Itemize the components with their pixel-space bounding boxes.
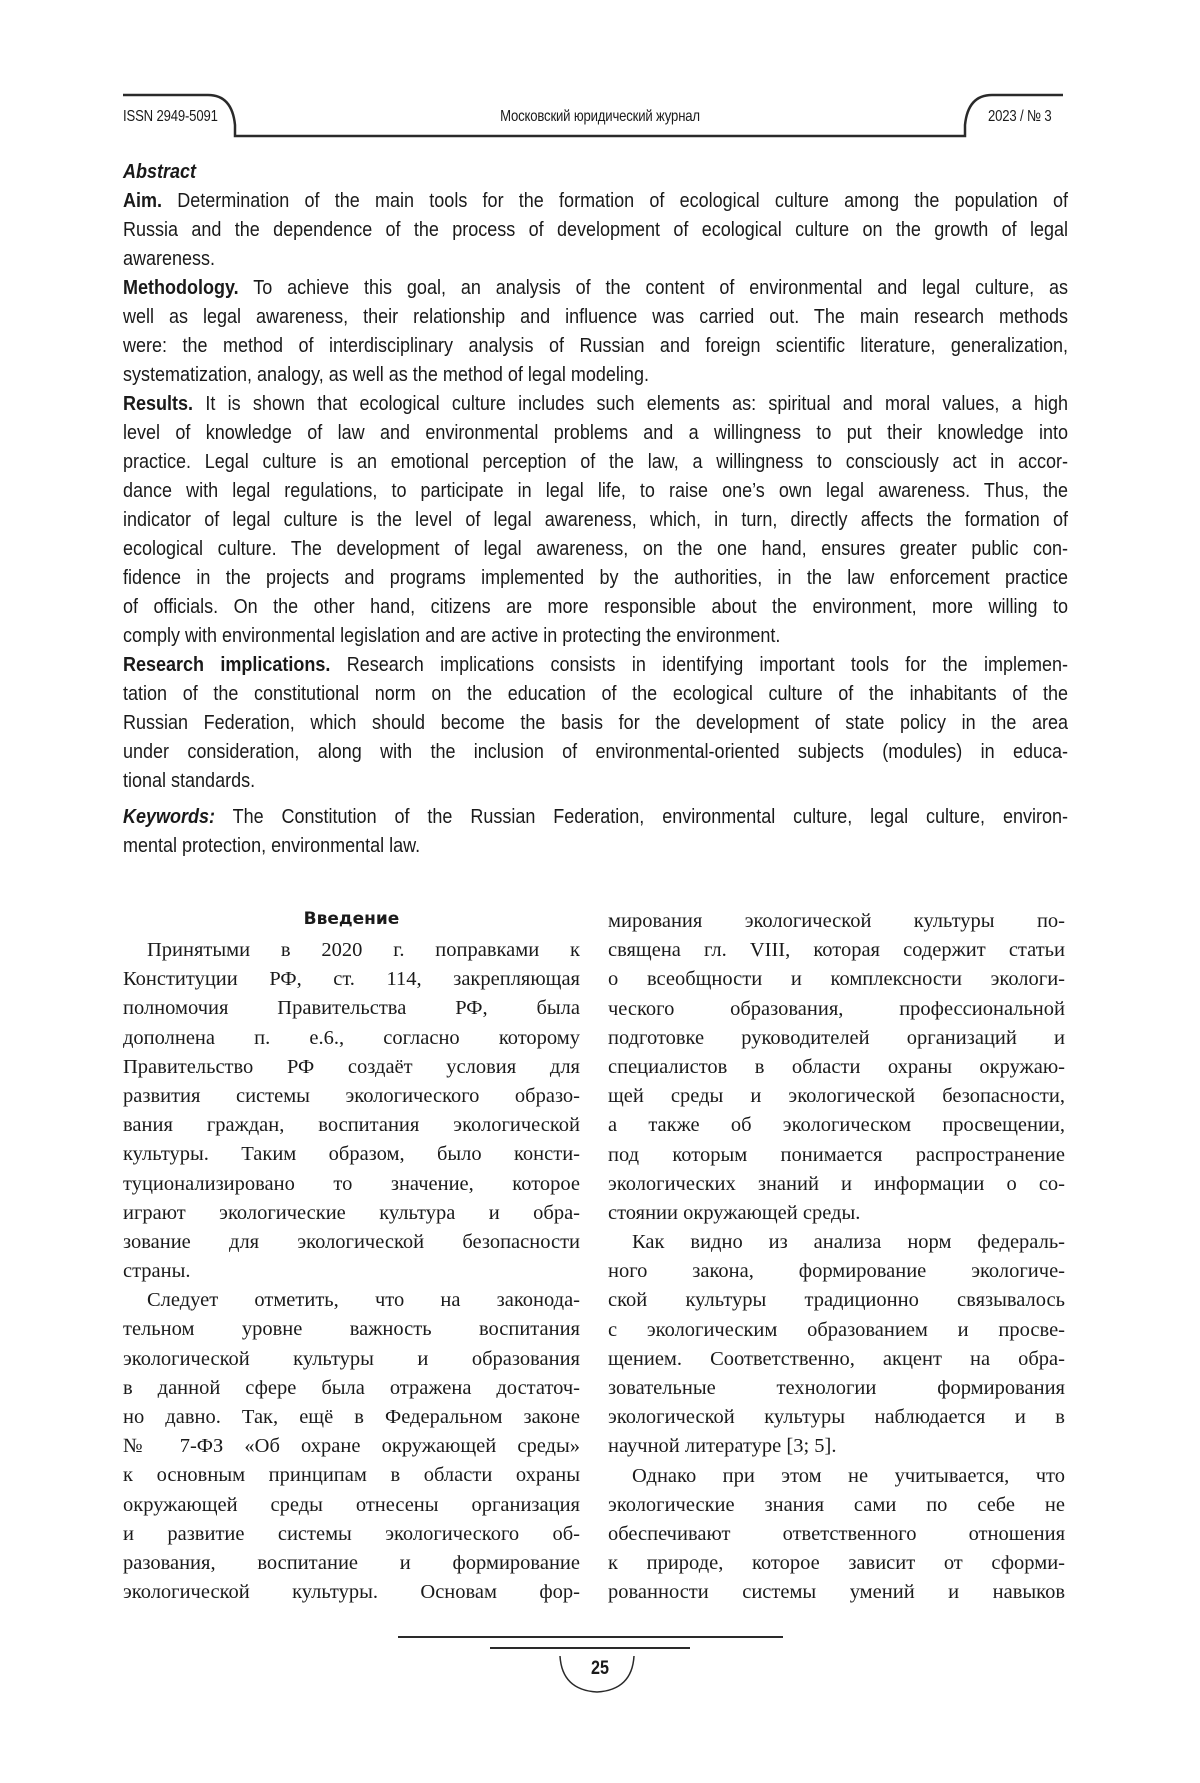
text-line: под которым понимается распространение xyxy=(608,1141,1065,1170)
paragraph xyxy=(123,936,580,1286)
abstract-label: Research implications. xyxy=(123,654,330,676)
text-line: зовательные технологии формирования xyxy=(608,1374,1065,1403)
abstract-line xyxy=(123,303,1068,332)
abstract-text: dance with legal regulations, to participate in legal life, to raise one’s own legal awareness. Thus, the xyxy=(123,480,1068,502)
abstract-text: ecological culture. The development of legal awareness, on the one hand, ensures greater public con- xyxy=(123,538,1068,560)
text-line: к основным принципам в области охраны xyxy=(123,1461,580,1490)
abstract-line xyxy=(123,535,1068,564)
abstract-implications xyxy=(123,651,1173,796)
text-line: рованности системы умений и навыков xyxy=(608,1578,1065,1607)
text-line: играют экологические культура и обра- xyxy=(123,1199,580,1228)
abstract xyxy=(123,158,1173,861)
text-line: Однако при этом не учитывается, что xyxy=(608,1462,1065,1491)
text-line: специалистов в области охраны окружаю- xyxy=(608,1053,1065,1082)
abstract-text: To achieve this goal, an analysis of the content of environmental and legal culture, as xyxy=(239,277,1068,299)
abstract-line xyxy=(123,680,1068,709)
text-line: к природе, которое зависит от сформи- xyxy=(608,1549,1065,1578)
abstract-line xyxy=(123,419,1068,448)
abstract-text: tation of the constitutional norm on the education of the ecological culture of the inhabitants of the xyxy=(123,683,1068,705)
column-left xyxy=(123,905,580,1607)
text-line: подготовке руководителей организаций и xyxy=(608,1024,1065,1053)
right-paragraphs xyxy=(608,907,1065,1608)
text-line: но давно. Так, ещё в Федеральном законе xyxy=(123,1403,580,1432)
paragraph xyxy=(608,907,1065,1228)
text-line: священа гл. VIII, которая содержит статьи xyxy=(608,936,1065,965)
abstract-label: Results. xyxy=(123,393,193,415)
abstract-text: comply with environmental legislation and are active in protecting the environment. xyxy=(123,625,780,647)
abstract-text: of officials. On the other hand, citizens are more responsible about the environment, more willing to xyxy=(123,596,1068,618)
abstract-line xyxy=(123,390,1068,419)
abstract-label: Keywords: xyxy=(123,806,215,828)
issue-number: 2023 / № 3 xyxy=(988,108,1052,126)
abstract-line xyxy=(123,506,1068,535)
text-line: зование для экологической безопасности xyxy=(123,1228,580,1257)
abstract-line xyxy=(123,593,1068,622)
abstract-text: Research implications consists in identifying important tools for the implemen- xyxy=(330,654,1068,676)
abstract-text: Determination of the main tools for the formation of ecological culture among the population of xyxy=(162,190,1068,212)
abstract-aim xyxy=(123,187,1173,274)
text-line: развития системы экологического образо- xyxy=(123,1082,580,1111)
abstract-text: Russian Federation, which should become the basis for the development of state policy in the area xyxy=(123,712,1068,734)
text-line: о всеобщности и комплексности экологи- xyxy=(608,965,1065,994)
text-line: № 7-ФЗ «Об охране окружающей среды» xyxy=(123,1432,580,1461)
abstract-line xyxy=(123,187,1068,216)
abstract-line xyxy=(123,448,1068,477)
abstract-methodology xyxy=(123,274,1173,390)
text-line: Принятыми в 2020 г. поправками к xyxy=(123,936,580,965)
text-line: ской культуры традиционно связывалось xyxy=(608,1286,1065,1315)
abstract-label: Methodology. xyxy=(123,277,239,299)
text-line: страны. xyxy=(123,1257,580,1286)
abstract-line xyxy=(123,738,1068,767)
abstract-text: Russia and the dependence of the process of development of ecological culture on the growth of legal xyxy=(123,219,1068,241)
abstract-label: Aim. xyxy=(123,190,162,212)
abstract-text: practice. Legal culture is an emotional perception of the law, a willingness to consciously act in accor- xyxy=(123,451,1068,473)
text-line: Следует отметить, что на законода- xyxy=(123,1286,580,1315)
text-line: щением. Соответственно, акцент на обра- xyxy=(608,1345,1065,1374)
text-line: экологические знания сами по себе не xyxy=(608,1491,1065,1520)
page-number: 25 xyxy=(591,1658,609,1680)
text-line: стоянии окружающей среды. xyxy=(608,1199,1065,1228)
left-paragraphs xyxy=(123,936,580,1607)
abstract-line xyxy=(123,709,1068,738)
column-right xyxy=(608,907,1065,1608)
text-line: экологических знаний и информации о со- xyxy=(608,1170,1065,1199)
text-line: Как видно из анализа норм федераль- xyxy=(608,1228,1065,1257)
text-line: ного закона, формирование экологиче- xyxy=(608,1257,1065,1286)
abstract-line xyxy=(123,332,1068,361)
abstract-text: indicator of legal culture is the level of legal awareness, which, in turn, directly affects the formation of xyxy=(123,509,1068,531)
paragraph xyxy=(123,1286,580,1607)
text-line: разования, воспитание и формирование xyxy=(123,1549,580,1578)
abstract-text: It is shown that ecological culture includes such elements as: spiritual and moral values, a high xyxy=(193,393,1068,415)
abstract-text: level of knowledge of law and environmental problems and a willingness to put their knowledge into xyxy=(123,422,1068,444)
text-line: в данной сфере была отражена достаточ- xyxy=(123,1374,580,1403)
abstract-line xyxy=(123,361,1068,390)
text-line: культуры. Таким образом, было консти- xyxy=(123,1140,580,1169)
text-line: мирования экологической культуры по- xyxy=(608,907,1065,936)
text-line: экологической культуры. Основам фор- xyxy=(123,1578,580,1607)
abstract-line xyxy=(123,274,1068,303)
abstract-text: well as legal awareness, their relationship and influence was carried out. The main research methods xyxy=(123,306,1068,328)
text-line: тельном уровне важность воспитания xyxy=(123,1315,580,1344)
abstract-text: awareness. xyxy=(123,248,215,270)
text-line: Правительство РФ создаёт условия для xyxy=(123,1053,580,1082)
abstract-line xyxy=(123,216,1068,245)
text-line: вания граждан, воспитания экологической xyxy=(123,1111,580,1140)
paragraph xyxy=(608,1462,1065,1608)
abstract-line xyxy=(123,803,1068,832)
abstract-results xyxy=(123,390,1173,651)
text-line: обеспечивают ответственного отношения xyxy=(608,1520,1065,1549)
abstract-text: mental protection, environmental law. xyxy=(123,835,420,857)
abstract-line xyxy=(123,564,1068,593)
abstract-text: systematization, analogy, as well as the method of legal modeling. xyxy=(123,364,649,386)
abstract-title: Abstract xyxy=(123,158,1068,187)
text-line: ческого образования, профессиональной xyxy=(608,995,1065,1024)
abstract-text: under consideration, along with the inclusion of environmental-oriented subjects (modules) in educa- xyxy=(123,741,1068,763)
abstract-text: The Constitution of the Russian Federation, environmental culture, legal culture, environ- xyxy=(215,806,1068,828)
text-line: с экологическим образованием и просве- xyxy=(608,1316,1065,1345)
section-title: Введение xyxy=(123,905,580,934)
abstract-line xyxy=(123,767,1068,796)
text-line: научной литературе [3; 5]. xyxy=(608,1432,1065,1461)
paragraph xyxy=(608,1228,1065,1462)
abstract-text: were: the method of interdisciplinary analysis of Russian and foreign scientific literature, generalization, xyxy=(123,335,1068,357)
abstract-keywords xyxy=(123,803,1173,861)
abstract-text: fidence in the projects and programs implemented by the authorities, in the law enforcement practice xyxy=(123,567,1068,589)
abstract-line xyxy=(123,477,1068,506)
text-line: полномочия Правительства РФ, была xyxy=(123,994,580,1023)
abstract-line xyxy=(123,245,1068,274)
journal-title: Московский юридический журнал xyxy=(500,108,700,126)
text-line: туционализировано то значение, которое xyxy=(123,1170,580,1199)
abstract-text: tional standards. xyxy=(123,770,255,792)
text-line: окружающей среды отнесены организация xyxy=(123,1491,580,1520)
abstract-line xyxy=(123,622,1068,651)
text-line: дополнена п. е.6., согласно которому xyxy=(123,1024,580,1053)
text-line: экологической культуры наблюдается и в xyxy=(608,1403,1065,1432)
text-line: а также об экологическом просвещении, xyxy=(608,1111,1065,1140)
text-line: экологической культуры и образования xyxy=(123,1345,580,1374)
issn: ISSN 2949-5091 xyxy=(123,108,218,126)
text-line: и развитие системы экологического об- xyxy=(123,1520,580,1549)
text-line: щей среды и экологической безопасности, xyxy=(608,1082,1065,1111)
abstract-line xyxy=(123,832,1068,861)
abstract-line xyxy=(123,651,1068,680)
text-line: Конституции РФ, ст. 114, закрепляющая xyxy=(123,965,580,994)
